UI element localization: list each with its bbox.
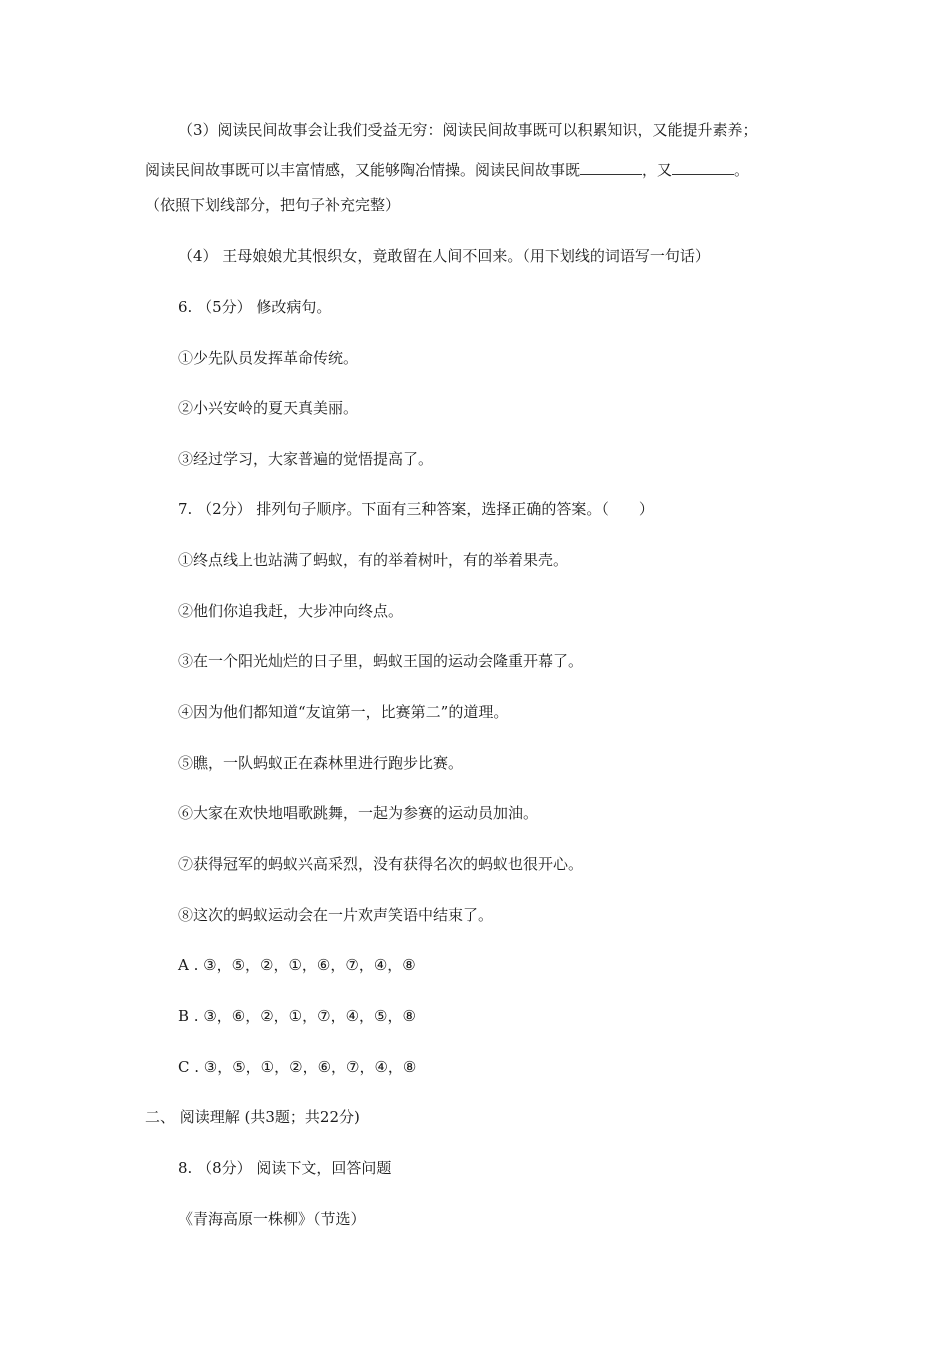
q5-part3-line2-text-b: ，又	[642, 161, 673, 179]
section2-heading: 二、 阅读理解 (共3题；共22分)	[145, 1108, 360, 1126]
q6-heading: 6. （5分） 修改病句。	[178, 298, 332, 316]
q6-item-1: ①少先队员发挥革命传统。	[178, 349, 359, 367]
answer-blank-2[interactable]	[672, 160, 734, 175]
q7-option-c[interactable]: C . ③，⑤，①，②，⑥，⑦，④，⑧	[178, 1058, 417, 1076]
q7-sentence-6: ⑥大家在欢快地唱歌跳舞，一起为参赛的运动员加油。	[178, 804, 539, 822]
q7-option-a[interactable]: A . ③，⑤，②，①，⑥，⑦，④，⑧	[178, 956, 416, 974]
q5-part4: （4） 王母娘娘尤其恨织女，竟敢留在人间不回来。（用下划线的词语写一句话）	[178, 247, 710, 265]
q7-option-b[interactable]: B . ③，⑥，②，①，⑦，④，⑤，⑧	[178, 1007, 416, 1025]
q5-part3-line2	[145, 160, 749, 180]
q5-part3-line3: （依照下划线部分，把句子补充完整）	[145, 196, 401, 214]
q6-item-2: ②小兴安岭的夏天真美丽。	[178, 399, 359, 417]
q8-passage-title: 《青海高原一株柳》（节选）	[178, 1210, 366, 1228]
q7-sentence-8: ⑧这次的蚂蚁运动会在一片欢声笑语中结束了。	[178, 906, 494, 924]
q7-sentence-2: ②他们你追我赶，大步冲向终点。	[178, 602, 404, 620]
q7-sentence-1: ①终点线上也站满了蚂蚁，有的举着树叶，有的举着果壳。	[178, 551, 569, 569]
q7-sentence-5: ⑤瞧，一队蚂蚁正在森林里进行跑步比赛。	[178, 754, 464, 772]
q7-sentence-4: ④因为他们都知道“友谊第一，比赛第二”的道理。	[178, 703, 509, 721]
q5-part3-line1: （3）阅读民间故事会让我们受益无穷：阅读民间故事既可以积累知识，又能提升素养；	[178, 121, 758, 139]
q6-item-3: ③经过学习，大家普遍的觉悟提高了。	[178, 450, 434, 468]
q8-heading: 8. （8分） 阅读下文，回答问题	[178, 1159, 392, 1177]
q5-part3-line2-text-c: 。	[734, 161, 750, 179]
answer-blank-1[interactable]	[580, 160, 642, 175]
q7-sentence-7: ⑦获得冠军的蚂蚁兴高采烈，没有获得名次的蚂蚁也很开心。	[178, 855, 584, 873]
q5-part3-line2-text-a: 阅读民间故事既可以丰富情感，又能够陶冶情操。阅读民间故事既	[145, 161, 581, 179]
q7-sentence-3: ③在一个阳光灿烂的日子里，蚂蚁王国的运动会隆重开幕了。	[178, 652, 584, 670]
q7-heading: 7. （2分） 排列句子顺序。下面有三种答案，选择正确的答案。（ ）	[178, 500, 654, 518]
